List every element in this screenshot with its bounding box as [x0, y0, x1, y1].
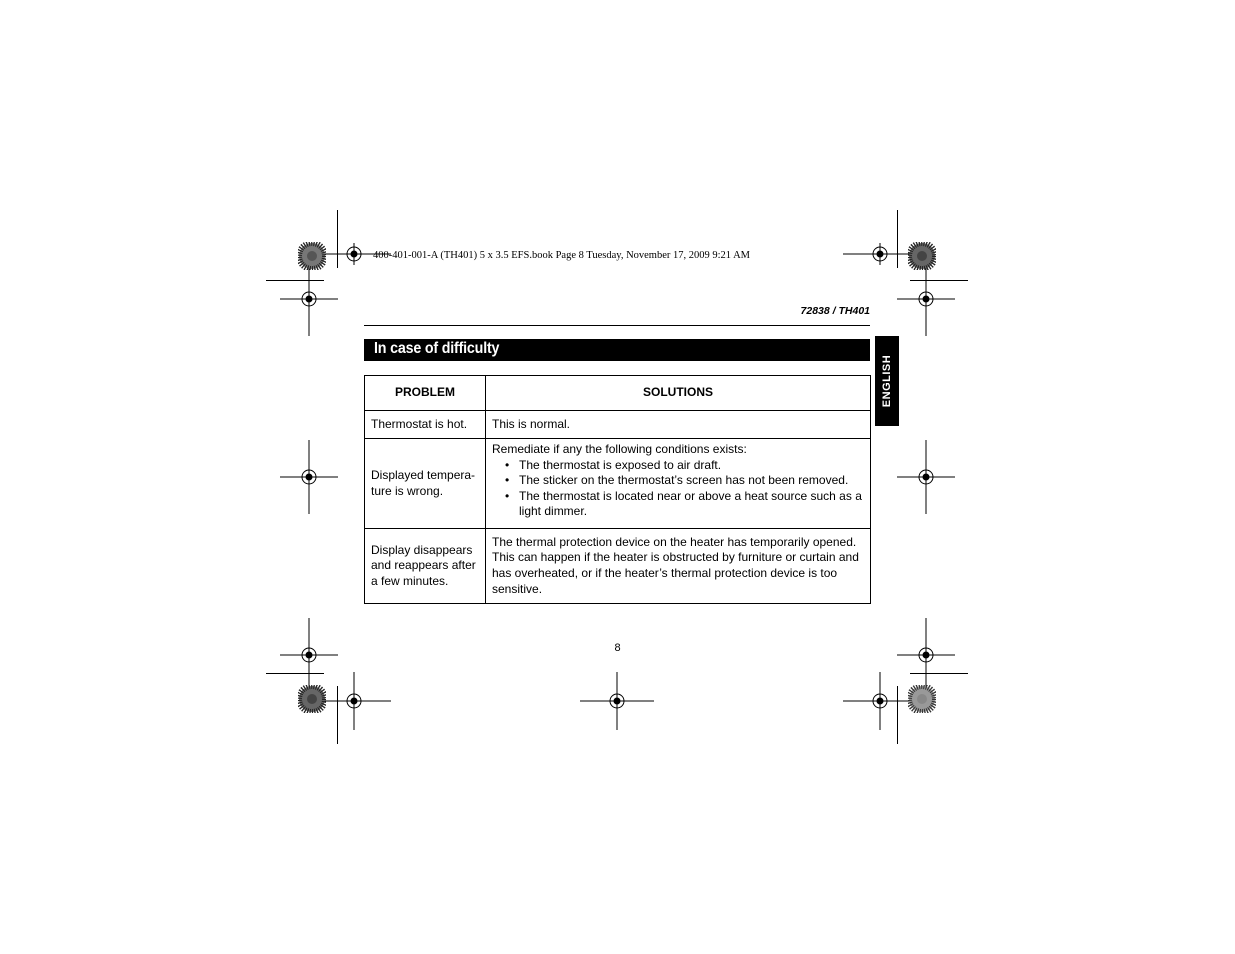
section-title-bar: [364, 339, 870, 361]
registration-mark-icon: [317, 672, 391, 730]
solution-intro: Remediate if any the following conditions exists:: [492, 442, 747, 456]
language-tab-label: ENGLISH: [881, 354, 893, 408]
language-tab: [875, 336, 899, 426]
starburst-target-icon: [908, 242, 936, 270]
table-row: [365, 411, 871, 439]
condition-list: [492, 458, 865, 520]
registration-mark-icon: [580, 672, 654, 730]
table-header-row: [365, 376, 871, 411]
solution-cell: [486, 439, 871, 529]
section-title: In case of difficulty: [374, 340, 500, 357]
registration-mark-icon: [897, 262, 955, 336]
solution-cell: This is normal.: [486, 411, 871, 439]
troubleshooting-table: [364, 375, 871, 604]
problem-cell: Thermostat is hot.: [365, 411, 486, 439]
page-number: 8: [614, 642, 621, 654]
starburst-target-icon: [908, 685, 936, 713]
column-header-problem: PROBLEM: [365, 376, 486, 411]
registration-mark-icon: [280, 440, 338, 514]
model-number: 72838 / TH401: [800, 305, 870, 317]
registration-mark-icon: [897, 440, 955, 514]
list-item: • The thermostat is located near or above a heat source such as a light dimmer.: [492, 489, 865, 520]
list-item: • The thermostat is exposed to air draft.: [492, 458, 865, 474]
registration-mark-icon: [280, 262, 338, 336]
column-header-solutions: SOLUTIONS: [486, 376, 871, 411]
table-row: [365, 529, 871, 604]
print-header: 400-401-001-A (TH401) 5 x 3.5 EFS.book Page 8 Tuesday, November 17, 2009 9:21 AM: [373, 250, 751, 261]
registration-mark-icon: [843, 672, 917, 730]
problem-cell: Display disappears and reappears after a few minutes.: [365, 529, 486, 604]
problem-cell: Displayed tempera-ture is wrong.: [365, 439, 486, 529]
header-rule: [364, 325, 870, 326]
starburst-target-icon: [298, 685, 326, 713]
starburst-target-icon: [298, 242, 326, 270]
table-row: [365, 439, 871, 529]
solution-cell: The thermal protection device on the heater has temporarily opened. This can happen if the heater is obstructed by furniture or curtain and has overheated, or if the heater’s thermal protection device is too sensitive.: [486, 529, 871, 604]
list-item: • The sticker on the thermostat’s screen has not been removed.: [492, 473, 865, 489]
